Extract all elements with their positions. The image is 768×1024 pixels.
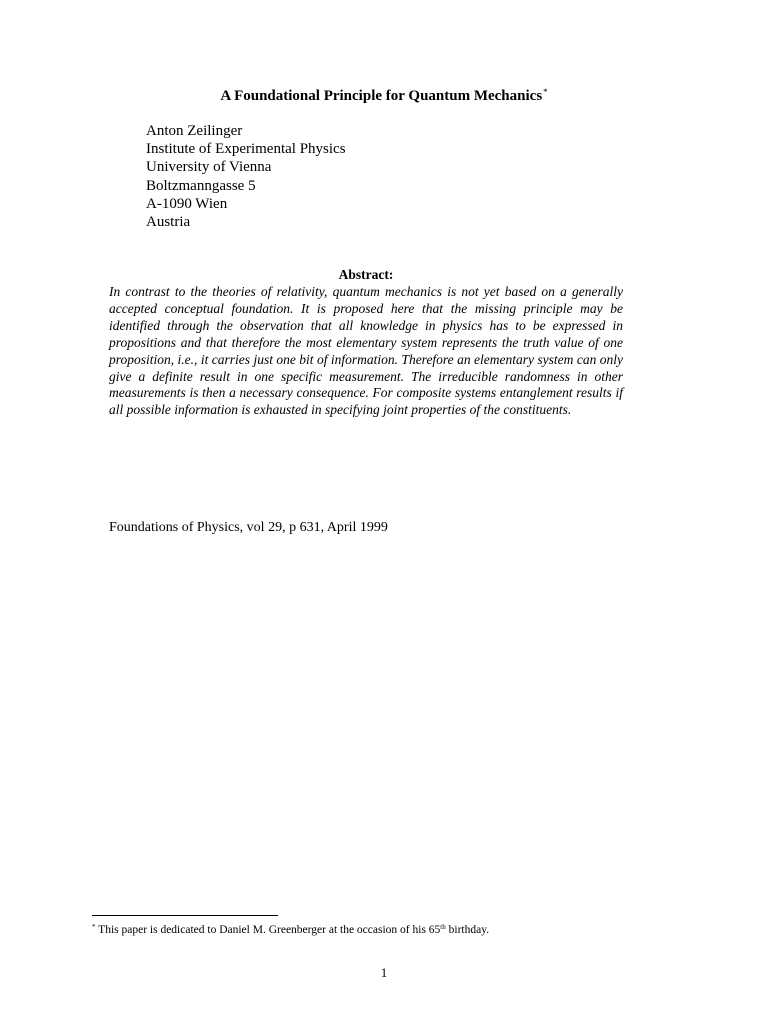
author-institute: Institute of Experimental Physics xyxy=(146,141,346,158)
author-name: Anton Zeilinger xyxy=(146,123,243,139)
author-city: A-1090 Wien xyxy=(146,195,228,212)
abstract-heading: Abstract: xyxy=(338,267,394,282)
paper-title-text: A Foundational Principle for Quantum Mechanics xyxy=(220,88,543,104)
page-number: 1 xyxy=(380,965,388,980)
footnote-text-after: birthday. xyxy=(445,924,490,936)
footnote-text-before: This paper is dedicated to Daniel M. Greenberger at the occasion of his 65 xyxy=(98,924,441,936)
footnote xyxy=(92,922,489,938)
author-street: Boltzmanngasse 5 xyxy=(146,177,256,194)
paper-title xyxy=(0,86,768,106)
author-block xyxy=(146,122,346,231)
journal-reference: Foundations of Physics, vol 29, p 631, April 1999 xyxy=(109,520,388,535)
footnote-rule xyxy=(92,915,278,916)
footnote-marker: * xyxy=(92,923,96,931)
author-country: Austria xyxy=(146,214,191,231)
author-university: University of Vienna xyxy=(146,159,272,176)
abstract-text: In contrast to the theories of relativity, quantum mechanics is not yet based on a generally accepted conceptual foundation. It is proposed here that the missing principle may be identified through the observation that all knowledge in physics has to be expressed in propositions and that therefore the most elementary system represents the truth value of one proposition, i.e., it carries just one bit of information. Therefore an elementary system can only give a definite result in one specific measurement. The irreducible randomness in other measurements is then a necessary consequence. For composite systems entanglement results if all possible information is exhausted in specifying joint properties of the constituents. xyxy=(109,284,623,418)
footnote-ordinal-suffix: th xyxy=(440,923,446,931)
title-footnote-marker: * xyxy=(543,87,548,97)
